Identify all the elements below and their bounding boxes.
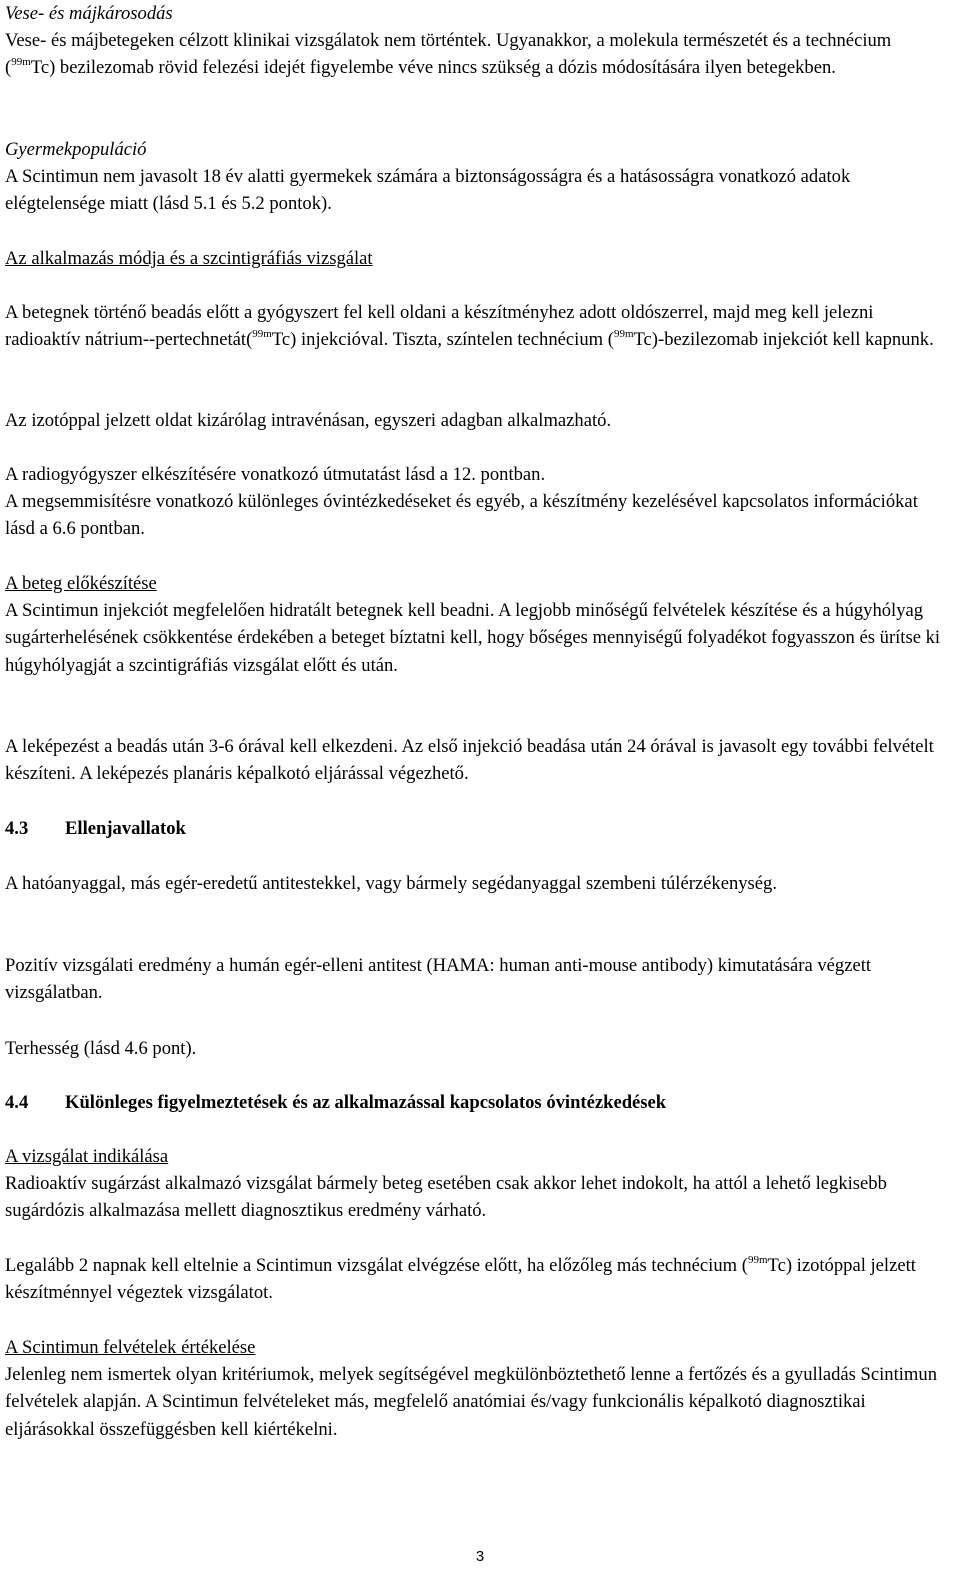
imaging-paragraph: A leképezést a beadás után 3-6 órával kell elkezdeni. Az első injekció beadása után 24 órával is javasolt egy további felvételt készíteni. A leképezés planáris képalkotó eljárással végezhető. [5, 736, 934, 785]
isotope-superscript: 99m [252, 328, 272, 341]
indication-heading: A vizsgálat indikálása [5, 1146, 169, 1167]
evaluation-paragraph: Jelenleg nem ismertek olyan kritériumok, melyek segítségével megkülönböztethető lenne a fertőzés és a gyulladás Scintimun felvételek alapján. A Scintimun felvételeket más, megfelelő anatómiai és/vagy funkcionális képalkotó diagnosztikai eljárásokkal összefüggésben kell kiértékelni. [5, 1364, 937, 1440]
kidney-text-part2: Tc) bezilezomab rövid felezési idejét figyelembe véve nincs szükség a dózis módosítására ilyen betegekben. [30, 57, 836, 79]
kidney-liver-heading: Vese- és májkárosodás [5, 3, 173, 24]
page-number: 3 [475, 1548, 485, 1565]
waiting-period-paragraph [5, 1252, 946, 1307]
section-number: 4.4 [5, 1092, 29, 1113]
section-4-4-heading [5, 1089, 946, 1116]
administration-heading: Az alkalmazás módja és a szcintigráfiás vizsgálat [5, 248, 373, 269]
section-title: Különleges figyelmeztetések és az alkalmazással kapcsolatos óvintézkedések [65, 1092, 667, 1113]
radiopharmaceutical-reference: A radiogyógyszer elkészítésére vonatkozó útmutatást lásd a 12. pontban. [5, 464, 546, 485]
waiting-text-part1: Legalább 2 napnak kell eltelnie a Scintimun vizsgálat elvégzése előtt, ha előzőleg más technécium ( [5, 1255, 748, 1276]
section-title: Ellenjavallatok [65, 818, 186, 839]
disposal-reference: A megsemmisítésre vonatkozó különleges óvintézkedéseket és egyéb, a készítmény kezelésével kapcsolatos információkat lásd a 6.6 pontban. [5, 491, 918, 540]
isotope-superscript: 99m [747, 1254, 768, 1266]
waiting-text-part2: Tc) izotóppal jelzett készítménnyel végeztek vizsgálatot. [5, 1255, 916, 1304]
indication-paragraph: Radioaktív sugárzást alkalmazó vizsgálat bármely beteg esetében csak akkor lehet indokolt, ha attól a lehető legkisebb sugárdózis alkalmazása mellett diagnosztikus eredmény várható. [5, 1173, 887, 1222]
patient-prep-heading: A beteg előkészítése [5, 573, 157, 594]
contraindication-pregnancy: Terhesség (lásd 4.6 pont). [5, 1038, 197, 1059]
preparation-text-part1: A betegnek történő beadás előtt a gyógyszert fel kell oldani a készítményhez adott oldószerrel, majd meg kell jelezni radioaktív nátrium--pertechnetát( [5, 302, 874, 351]
isotope-superscript: 99m [613, 328, 634, 341]
preparation-text-part3: Tc)-bezilezomab injekciót kell kapnunk. [633, 329, 934, 351]
patient-prep-paragraph: A Scintimun injekciót megfelelően hidratált betegnek kell beadni. A legjobb minőségű felvételek készítése és a húgyhólyag sugárterhelésének csökkentése érdekében a beteget bíztatni kell, hogy bőséges mennyiségű folyadékot fogyasszon és ürítse ki húgyhólyagját a szcintigráfiás vizsgálat előtt és után. [5, 600, 941, 676]
kidney-liver-paragraph [5, 27, 946, 82]
preparation-text-part2: Tc) injekcióval. Tiszta, színtelen technécium ( [271, 329, 614, 351]
contraindication-hypersensitivity: A hatóanyaggal, más egér-eredetű antitestekkel, vagy bármely segédanyaggal szembeni túlérzékenység. [5, 873, 777, 894]
section-4-3-heading [5, 815, 946, 842]
preparation-paragraph [5, 299, 946, 354]
kidney-text-part1: Vese- és májbetegeken célzott klinikai vizsgálatok nem történtek. Ugyanakkor, a molekula természetét és a technécium ( [5, 30, 892, 79]
pediatric-paragraph: A Scintimun nem javasolt 18 év alatti gyermekek számára a biztonságosságra és a hatásosságra vonatkozó adatok elégtelensége miatt (lásd 5.1 és 5.2 pontok). [5, 166, 851, 215]
isotope-superscript: 99m [11, 56, 31, 69]
iv-paragraph: Az izotóppal jelzett oldat kizárólag intravénásan, egyszeri adagban alkalmazható. [5, 410, 612, 431]
section-number: 4.3 [5, 818, 29, 839]
pediatric-heading: Gyermekpopuláció [5, 139, 147, 160]
evaluation-heading: A Scintimun felvételek értékelése [5, 1337, 256, 1358]
contraindication-hama: Pozitív vizsgálati eredmény a humán egér-elleni antitest (HAMA: human anti-mouse antibody) kimutatására végzett vizsgálatban. [5, 955, 872, 1004]
